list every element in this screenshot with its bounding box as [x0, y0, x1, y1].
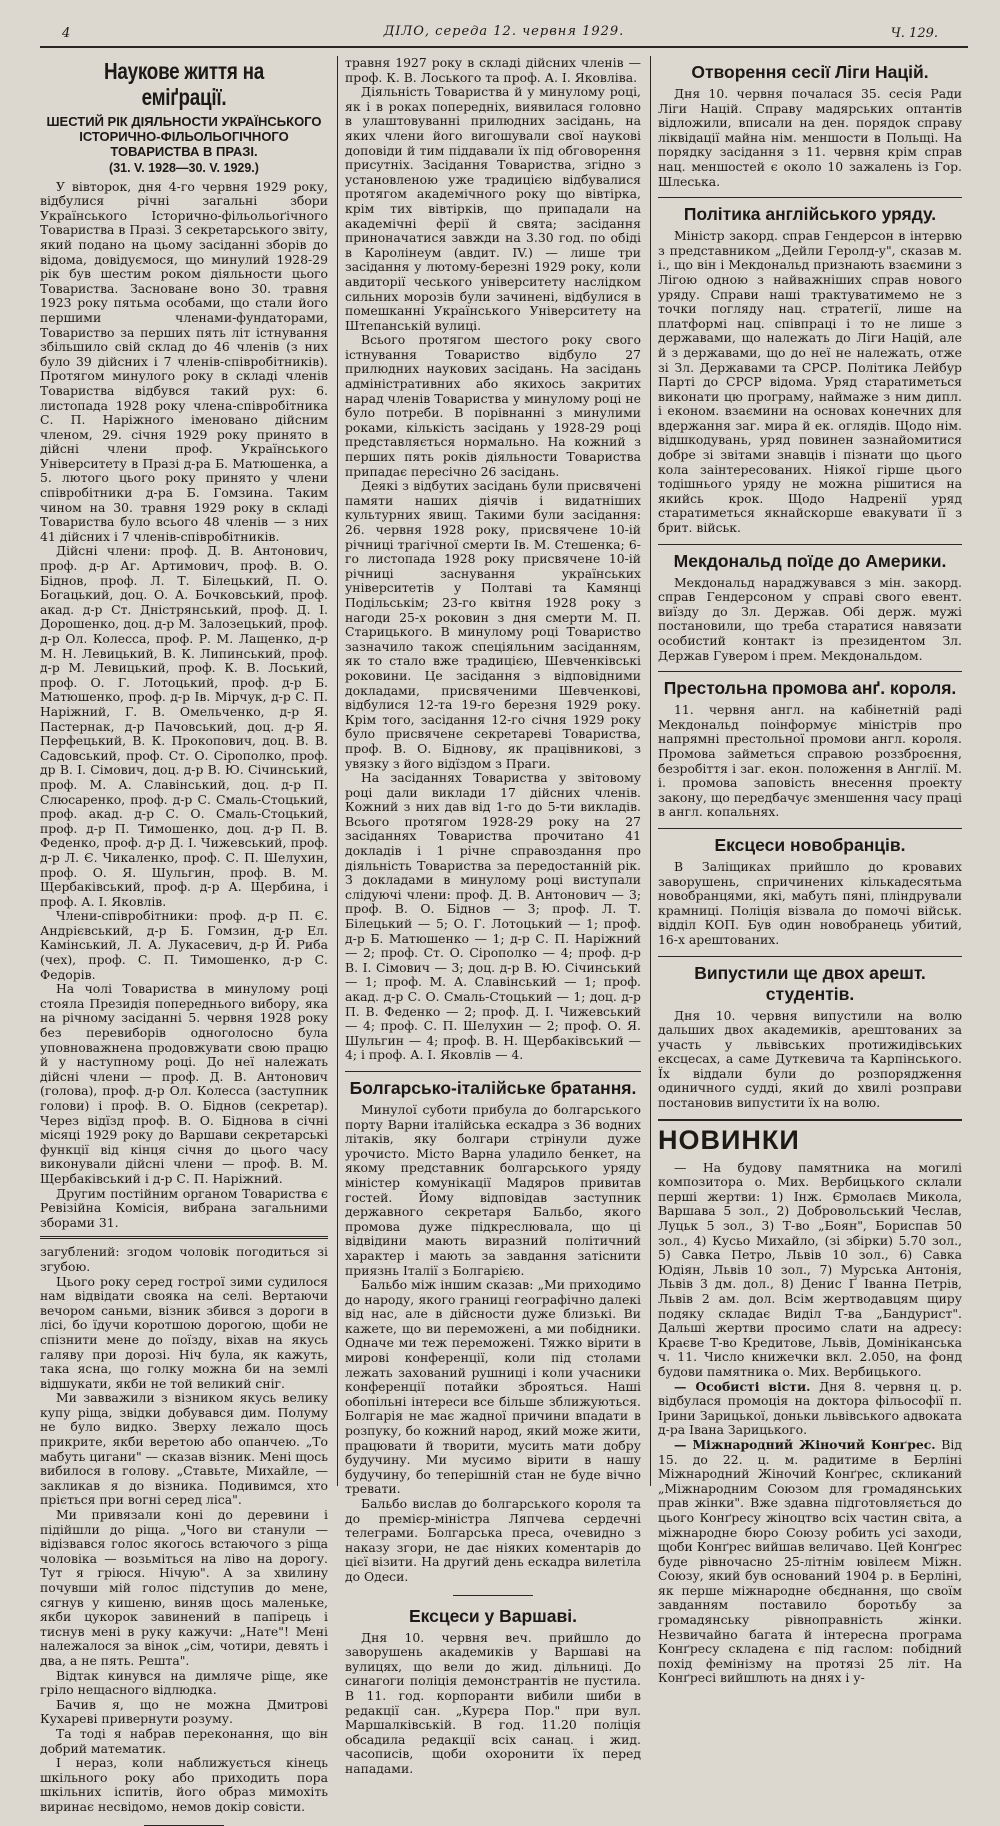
section-rule	[658, 544, 962, 545]
paragraph: Ми привязали коні до деревини і підійшли до ріща. „Чого ви станули — відізвався голос якогось встаючого з ріща чоловіка — возьміться на ліво на дорогу. Тут я гріюся. Нічую". А за хвилину почувши мій голос підступив до мене, сягнув у кишеню, виняв щось маленьке, якби цукорок завинений в папірець і тиснув мені в руку кажучи: „Нате"! Мені належалося за вінок „сім, чотири, девять і два, а не пять. Решта".	[40, 1507, 328, 1668]
section-rule	[658, 671, 962, 672]
news-lead: — Особисті вісти.	[674, 1378, 811, 1394]
paragraph: На засіданнях Товариства у звітовому році дали виклади 17 дійсних членів. Кожний з них дав від 1-го до 5-ти викладів. Всього протягом 1928-29 року на 27 засіданнях Товариства прочитано 41 докладів і 1 річне справоздання про діяльність Товариства за передостанній рік. З докладами в минулому році виступали слідуючі члени: проф. Д. В. Антонович — 3; проф. В. О. Біднов — 3; проф. Л. Т. Білецький — 5; О. Г. Лотоцький — 1; проф. д-р Б. Матюшенко — 1; д-р С. П. Наріжний — 2; проф. Ст. О. Сірополко — 4; проф. д-р В. І. Сімович — 3; доц. д-р В. Ю. Січинський — 1; проф. М. А. Славінський — 1; проф. акад. д-р С. О. Смаль-Стоцький — 1; доц. д-р П. В. Феденко — 2; проф. Д. І. Чижевський — 4; проф. С. П. Шелухин — 2; проф. О. Я. Шульгин — 4; проф. В. Н. Щербаківський — 4; і проф. А. І. Яковлів — 4.	[345, 770, 641, 1063]
section-rule	[658, 828, 962, 829]
column-1	[40, 56, 328, 1814]
paragraph: Бальбо між іншим сказав: „Ми приходимо до народу, якого границі географічно далекі від нас, але в дійсности дуже близькі. Ви кажете, що ви переможені, а ми побідники. Одначе ми теж переможені. Тяжко вірити в мирові конференції, коли під столами лежать захований рушниці і коли учасники конференції потайки зброяться. Наші обопільні інтереси все більше зближуються. Болгарія не має жадної причини впадати в розпуку, бо кожний народ, який може жити, працювати й творити, мусить мати добру будучину. Ми мусимо вірити в нашу будучину, бо теперішній стан не буде вічно тревати.	[345, 1277, 641, 1497]
paragraph: Міністр закорд. справ Гендерсон в інтервю з представником „Дейли Геролд-у", сказав м. і., що він і Мекдональд признають взаємини з Лігою одною з найважніших справ нового уряду. Справи наші трактуватимемо не з точки погляду нац. стратегії, лише на платформі нац. співпраці і то не лише з державами, що належать до Ліги Націй, але й з державами, що до неї не належать, отже зі Зл. Державами та СРСР. Політика Лейбур Парті до СРСР відома. Уряд старатиметься виконати цю програму, наймаже з ним дипл. і економ. взаємини на основах конечних для вдержання заг. мира й ек. оглядів. Щодо нім. відшкодувань, уряд повинен зазнайомитися добре зі звітами знавців і пізнати що цього кола заінтересованих. Ніякої гірше цього тодішнього уряду не можна рішитися на якийсь крок. Щодо Надренії уряд старатиметься якнайскорше евакувати її з брит. військ.	[658, 228, 962, 536]
paragraph: Відтак кинувся на димляче ріще, яке гріло нещасного відлюдка.	[40, 1667, 328, 1698]
paragraph: Члени-співробітники: проф. д-р П. Є. Андрієвський, д-р Б. Гомзин, д-р Ел. Камінський, Л. А. Лукасевич, д-р Й. Риба (чех), проф. С. П. Тимошенко, д-р С. Федорів.	[40, 908, 328, 982]
section-rule	[40, 1236, 328, 1239]
news-text: Дня 8. червня ц. р. відбулася промоція на доктора фільософії п. Ірини Зарицької, доньки львівського адвоката д-ра Івана Зарицького.	[658, 1378, 963, 1438]
headline-students: Випустили ще двох арешт. студентів.	[694, 962, 926, 1004]
paragraph	[658, 1380, 962, 1438]
paragraph: Бачив я, що не можна Дмитрові Кухареві привернути розуму.	[40, 1696, 328, 1727]
paragraph: Деякі з відбутих засідань були присвячені памяти наших діячів і видатніших культурних явищ. Такими були засідання: 26. червня 1928 року, присвячене 10-ій річниці трагічної смерти Ів. М. Стешенка; 6-го листопада 1928 року присвячене 10-ій річниці заснування українських університетів у Полтаві та Камянці Подільськім; 23-го квітня 1928 року з нагоди 25-х роковин з дня смерти М. П. Старицького. В минулому році Товариство зазначило також спеціяльним засіданням, як то стало вже традицією, Шевченківські роковини. Це засідання з відповідними докладами, присвяченими Шевченкові, відбулися 12-та 19-го березня 1929 року. Крім того, засідання 12-го січня 1929 року було присвячене секретареві Товариства, проф. В. О. Біднову, як працівникові, з увязку з його відїздом з Праги.	[345, 478, 641, 771]
section-news-title: НОВИНКИ	[658, 1119, 962, 1155]
news-lead: — Міжнародний Жіночий Конґрес.	[674, 1436, 936, 1452]
paragraph: травня 1927 року в складі дійсних членів — проф. К. В. Лоського та проф. А. І. Яковліва.	[345, 55, 641, 85]
paragraph: В Заліщиках прийшло до кровавих заворушень, спричинених кількадесятьма новобранцями, які, мабуть пяні, пліндрували крамниці. Поліція візвала до помочі військ. відділ КОП. Був один новобранець убитий, 16-х арештованих.	[658, 858, 962, 947]
paragraph: Дня 10. червня почалася 35. сесія Ради Ліги Націй. Справу мадярських оптантів відложили, вписали на ден. порядок справу ліквідації майна нім. меншости в Польщі. На порядку засідання з 11. червня крім справ нац. меншостей є около 10 зажалень із Гор. Шлеська.	[658, 86, 962, 189]
paragraph: І нераз, коли наближується кінець шкільного року або приходить пора шкільних іспитів, його образ мимохіть виринає несвідомо, немов докір совісти.	[40, 1755, 328, 1814]
paragraph: Дійсні члени: проф. Д. В. Антонович, проф. д-р Аг. Артимович, проф. В. О. Біднов, проф. Л. Т. Білецький, П. О. Богацький, доц. О. А. Бочковський, проф. акад. д-р Ст. Дністрянський, проф. Д. І. Дорошенко, доц. д-р М. Залозецький, проф. д-р Ол. Колесса, проф. Р. М. Лащенко, д-р М. Н. Левицький, В. К. Липинський, проф. д-р М. Левицький, проф. К. В. Лоський, проф. О. Г. Лотоцький, проф. д-р Б. Матюшенко, проф. д-р Ів. Мірчук, д-р С. П. Наріжний, Г. В. Омельченко, д-р Я. Пастернак, д-р Пачовський, доц. д-р Я. Перфецький, В. К. Прокопович, доц. В. В. Садовський, проф. Ст. О. Сірополко, проф. др В. І. Сімович, доц. д-р В. Ю. Січинський, проф. М. А. Славінський, доц. д-р П. Слюсаренко, проф. д-р С. Смаль-Стоцький, проф. акад. д-р С. О. Смаль-Стоцький, проф. д-р П. Тимошенко, доц. д-р П. В. Феденко, проф. д-р Д. І. Чижевський, проф. д-р Л. Є. Чикаленко, проф. С. П. Шелухин, проф. О. Я. Шульгин, проф. В. М. Щербаківський, проф. д-р А. Щербина, і проф. А. І. Яковлів.	[40, 543, 328, 909]
section-rule	[658, 956, 962, 957]
headline-recruits: Ексцеси новобранців.	[714, 834, 906, 855]
paragraph: Минулої суботи прибула до болгарського порту Варни італійська ескадра з 36 водних літаків, яку болгари стрінули дуже урочисто. Місто Варна уладило бенкет, на якому представник болгарського уряду міністер комунікації Мадяров привитав гостей. Йому відповідав заступник державного секретаря Бальбо, якого промова дуже підкреслювала, що ці відвідини мають виразний політичний характер і мають за завдання затіснити приязнь Італії з Болгарією.	[345, 1101, 641, 1278]
column-2	[345, 55, 641, 1776]
end-rule	[144, 1825, 224, 1826]
paragraph	[658, 1438, 962, 1686]
headline-king-speech: Престольна промова анґ. короля.	[663, 678, 957, 699]
paragraph: На чолі Товариства в минулому році стояла Президія попереднього вибору, яка на річному засіданні 5. червня 1928 року без перевиборів одноголосно була уповноважнена продовжувати свою працю й у наступному році. До неї належать дійсні члени — проф. Д. В. Антонович (голова), проф. д-р Ол. Колесса (заступник голови) і проф. В. О. Біднов (секретар). Через відїзд проф. В. О. Біднова в січні місяці 1929 року до Варшави секретарські функції від кінця січня до цього часу виконували дійсні члени — проф. В. М. Щербаківський і д-р С. П. Наріжний.	[40, 981, 328, 1186]
masthead-title: ДІЛО, середа 12. червня 1929.	[383, 24, 625, 39]
paragraph: Цього року серед гострої зими судилося нам відвідати свояка на селі. Вертаючи вечором саньми, візник збився з дороги в лісі, бо їдучи коротшою дорогою, щоби не спізнити мене до поїзду, віхав на якусь галяву при дорозі. Ніч була, як кажуть, така ясна, що голку можна би на землі відшукати, якби не той великий сніг.	[40, 1273, 328, 1391]
paragraph: У вівторок, дня 4-го червня 1929 року, відбулися річні загальні збори Українського Історично-фільольоґічного Товариства в Празі. З секретарського звіту, який подано на цьому засіданні зборів до відома, довідуємося, що минулий 1928-29 рік був шестим роком діяльности цього Товариства. Засноване воно 30. травня 1923 року пятьма особами, що стали його першими членами-фундаторами, Товариство за перших пять літ істнування збільшило свій склад до 46 членів (з них було 39 дійсних і 7 членів-співробітників). Протягом минулого року в складі членів Товариства відбувся такий рух: 6. листопада 1928 року члена-співробітника С. П. Наріжного іменовано дійсним членом, 29. січня 1929 року принято в дійсні члени проф. Українського Університету в Празі д-ра Б. Матюшенка, а 5. лютого цього року принято у члени співробітники д-ра Б. Гомзина. Таким чином на 30. травня 1929 року в складі Товариства було всього 48 членів — з них 41 дійсних і 7 членів-співробітників.	[40, 178, 328, 544]
section-rule	[658, 197, 962, 198]
paragraph: Мекдональд нараджувався з мін. закорд. справ Гендерсоном у справі свого евент. виїзду до Зл. Держав. Обі держ. мужі постановили, що треба старатися навязати особистий контакт із президентом Зл. Держав Гувером і прем. Мекдональдом.	[658, 574, 962, 663]
column-3	[658, 56, 963, 1686]
article-title-science: Наукове життя на еміґрації.	[103, 58, 265, 110]
section-rule	[345, 1071, 641, 1072]
paragraph: Ми завважили з візником якусь велику купу ріща, звідки добувався дим. Полуму не було видко. Зверху лежало щось прикрите, якби веретою або опанчею. „То мабуть цигани" — сказав візник. Мені щось вибилося в голову. „Ставьте, Михайле, — закликав я до візника. Подивимся, хто пріється при вогні серед ліса".	[40, 1390, 328, 1508]
section-rule	[453, 1595, 533, 1596]
paragraph: Діяльність Товариства й у минулому році, як і в роках попередніх, виявилася головно в улаштовуванні прилюдних засідань, на яких члени його вигошували свої наукові доповіди й тим піддавали їх під обговорення присутніх. Засідання Товариства, згідно з установленою уже традицією відбувалися протягом академічного року що вівтірка, крім тих вівтірків, що припадали на академічні ферії й свята; засідання приноначатися завжди на 3.30 год. по обіді в Каролінеум (авдит. IV.) — лише три засідання у лютому-березні 1929 року, коли авдиторії чеського університету наслідком сильних морозів були зачинені, відбулися в помешканні Українського Університету на Штепанській вулиці.	[345, 84, 641, 333]
paragraph: Всього протягом шестого року свого істнування Товариство відбуло 27 прилюдних наукових засідань. На засідань адміністративних або якихось закритих нарад членів Товариства у минулому році не було потреби. В порівнанні з минулими роками, кількість засідань у 1928-29 році представляється нормально. На кожний з перших пять років діяльности Товариства припадає пересічно 26 засідань.	[345, 332, 641, 479]
paragraph: 11. червня англ. на кабінетній раді Мекдональд поінформує міністрів про напрямні престольної промови англ. короля. Промова займеться справою роззброєння, безробіття і заг. екон. положення в Англії. М. і. промова заповість внесення проекту закону, що передбачує зменшення часу праці в англ. копальнях.	[658, 702, 962, 820]
paragraph: — На будову памятника на могилі композитора о. Мих. Вербицького склали перші жертви: 1) Інж. Єрмолаєв Микола, Варшава 5 зол., 2) Добровольський Чеслав, Луцьк 5 зол., 3) Т-во „Боян", Бориспав 50 зол., 4) Кусьо Михайло, (зі збірки) 5.70 зол., 5) Савка Петро, Львів 10 зол., 6) Савка Юдіян, Львів 10 зол., 7) Мурська Антонія, Львів 3 дм. дол., 8) Денис Ґ Іванна Петрів, Львів 2 ам. дол. Всім жертводавцям щиру подяку складає Виділ Т-ва „Бандурист". Дальші жертви просимо слати на адресу: Краєве Т-во Кредитове, Львів, Домініканська ч. 11. Число книжечки вкл. 2.050, на фонд будови памятника о. Мих. Вербицького.	[658, 1159, 962, 1379]
headline-league: Отворення сесії Ліги Націй.	[691, 62, 929, 82]
headline-warsaw: Ексцеси у Варшаві.	[408, 1605, 577, 1626]
paragraph: Та тоді я набрав переконання, що він добрий математик.	[40, 1725, 328, 1756]
paragraph: Другим постійним органом Товариства є Ревізійна Комісія, вибрана загальними зборами 31.	[40, 1185, 328, 1230]
paragraph: Дня 10. червня випустили на волю дальших двох академиків, арештованих за участь у львівських протижидівських ексцесах, а саме Дуткевича та Карпінського. Їх віддали були до розпорядження одиничного судді, який до хвилі розправи постановив випустити їх на волю.	[658, 1007, 962, 1111]
issue-number: Ч. 129.	[890, 26, 938, 41]
headline-english-policy: Політика англійського уряду.	[683, 204, 937, 225]
page-number: 4	[62, 26, 71, 41]
article-subtitle: ШЕСТИЙ РІК ДІЯЛЬНОСТИ УКРАЇНСЬКОГО ІСТОРИЧНО-ФІЛЬОЛЬОГІЧНОГО ТОВАРИСТВА В ПРАЗІ.	[46, 114, 322, 159]
headline-macdonald: Мекдональд поїде до Америки.	[673, 550, 947, 571]
paragraph: Дня 10. червня веч. прийшло до заворушень академиків у Варшаві на вулицях, що вели до жид. дільниці. До синагоги поліція демонстрантів не пустила. В 11. год. корпоранти вибили шиби в редакції сан. „Курєра Пор." при вул. Маршалківській. В год. 11.20 поліція обсадила редакції всіх санац. і жид. часописів, щоби охоронити їх перед нападами.	[345, 1629, 641, 1776]
news-text: Від 15. до 22. ц. м. радитиме в Берліні Міжнародний Жіночий Конґрес, скликаний „Міжнародним Союзом для громадянських прав жінки". Вже здавна підготовляється до цього Конґресу жіноцтво всіх частин світа, а міжнародне бюро Союзу робить усі заходи, щоби Конґрес вийшав величаво. Цей Конґрес буде рівночасно 25-літнім ювілеєм Міжн. Союзу, який був оснований 1904 р. в Берліні, як перше міжнародне обєднання, що своїм завданням поставило боротьбу за громадянську рівноправність жінки. Незвичайно багата й інтересна програма Конґресу складена є під гаслом: побідний похід фемінізму на протязі 25 літ. На Конґресі вийшлють на днях і у-	[658, 1436, 962, 1686]
column-divider	[337, 56, 338, 1486]
paragraph: Бальбо вислав до болгарського короля та до премієр-міністра Ляпчева сердечні телеграми. Болгарська преса, очевидно з наказу згори, не дає ніяких коментарів до цієї візити. На другий день ескадра вилетіла до Одеси.	[345, 1496, 641, 1584]
headline-bulgaria: Болгарсько-італійське братання.	[349, 1077, 637, 1098]
article-dates: (31. V. 1928—30. V. 1929.)	[109, 161, 259, 175]
paragraph: загублений: згодом чоловік погодиться зі згубою.	[40, 1244, 328, 1274]
masthead	[40, 22, 968, 48]
column-divider	[650, 56, 651, 1486]
